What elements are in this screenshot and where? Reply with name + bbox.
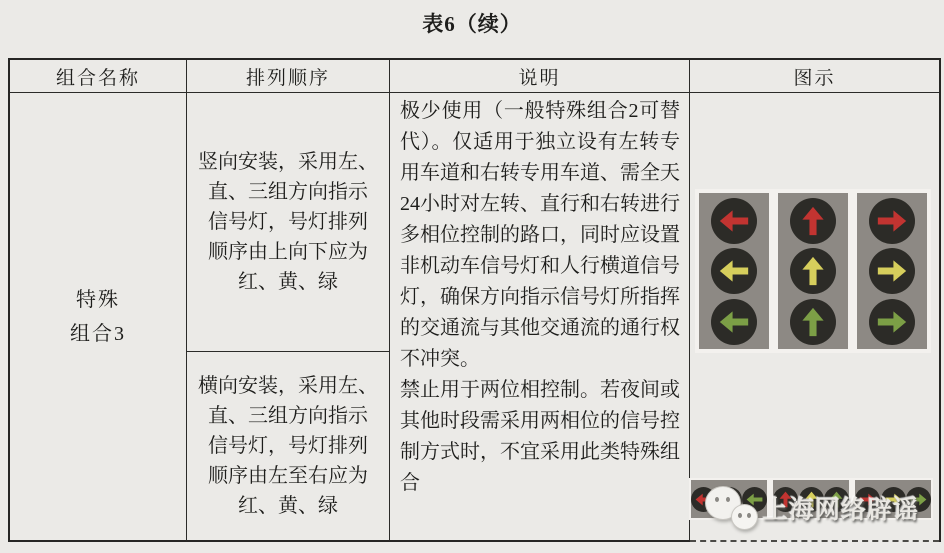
description-cell — [390, 93, 690, 542]
yellow-left-arrow-light — [711, 248, 757, 294]
vertical-signals-photo — [695, 189, 931, 353]
text-line: 红、黄、绿 — [238, 271, 338, 293]
vertical-left-arrow-signal — [699, 193, 769, 349]
right-arrow-icon — [875, 305, 909, 339]
text-line: 竖向安装，采用左、 — [198, 151, 378, 173]
vertical-right-arrow-signal — [857, 193, 927, 349]
header-arrangement-order: 排列顺序 — [187, 60, 390, 93]
text-line: 横向安装，采用左、 — [198, 375, 378, 397]
description-paragraph: 极少使用（一般特殊组合2可替代）。仅适用于独立设有左转专用车道和右转专用车道、需全天24小时对左转、直行和右转进行多相位控制的路口，同时应设置非机动车信号灯和人行横道信号灯，确保方向指示信号灯所指挥的交通流与其他交通流的通行权不冲突。 — [400, 100, 680, 370]
wechat-icon — [703, 480, 763, 536]
red-right-arrow-light — [869, 198, 915, 244]
arrangement-vertical-cell — [187, 93, 390, 352]
header-illustration: 图示 — [690, 60, 939, 93]
wechat-bubble-small — [731, 504, 758, 530]
signal-combination-table — [8, 58, 941, 542]
left-arrow-icon — [717, 254, 751, 288]
text-line: 顺序由左至右应为 — [208, 465, 368, 487]
vertical-up-arrow-signal — [778, 193, 848, 349]
green-left-arrow-light — [711, 299, 757, 345]
watermark — [703, 477, 919, 539]
green-up-arrow-light — [790, 299, 836, 345]
right-arrow-icon — [875, 204, 909, 238]
yellow-right-arrow-light — [869, 248, 915, 294]
text-line: 信号灯，号灯排列 — [208, 435, 368, 457]
text-line: 特殊 — [76, 288, 120, 311]
red-left-arrow-light — [711, 198, 757, 244]
text-line: 顺序由上向下应为 — [208, 241, 368, 263]
text-line: 直、三组方向指示 — [208, 181, 368, 203]
left-arrow-icon — [717, 204, 751, 238]
red-up-arrow-light — [790, 198, 836, 244]
text-line: 组合3 — [70, 322, 126, 345]
up-arrow-icon — [796, 254, 830, 288]
green-right-arrow-light — [869, 299, 915, 345]
yellow-up-arrow-light — [790, 248, 836, 294]
text-line: 信号灯，号灯排列 — [208, 211, 368, 233]
combination-name-cell — [10, 93, 187, 542]
text-line: 直、三组方向指示 — [208, 405, 368, 427]
up-arrow-icon — [796, 204, 830, 238]
illustration-cell — [690, 93, 939, 542]
header-description: 说明 — [390, 60, 690, 93]
description-paragraph: 禁止用于两位相控制。若夜间或其他时段需采用两相位的信号控制方式时，不宜采用此类特殊组合 — [400, 379, 680, 494]
left-arrow-icon — [717, 305, 751, 339]
right-arrow-icon — [875, 254, 909, 288]
arrangement-horizontal-cell — [187, 352, 390, 542]
header-combination-name: 组合名称 — [10, 60, 187, 93]
watermark-text: 上海网络辟谣 — [763, 496, 920, 524]
table-title: 表6（续） — [422, 12, 522, 36]
up-arrow-icon — [796, 305, 830, 339]
text-line: 红、黄、绿 — [238, 495, 338, 517]
